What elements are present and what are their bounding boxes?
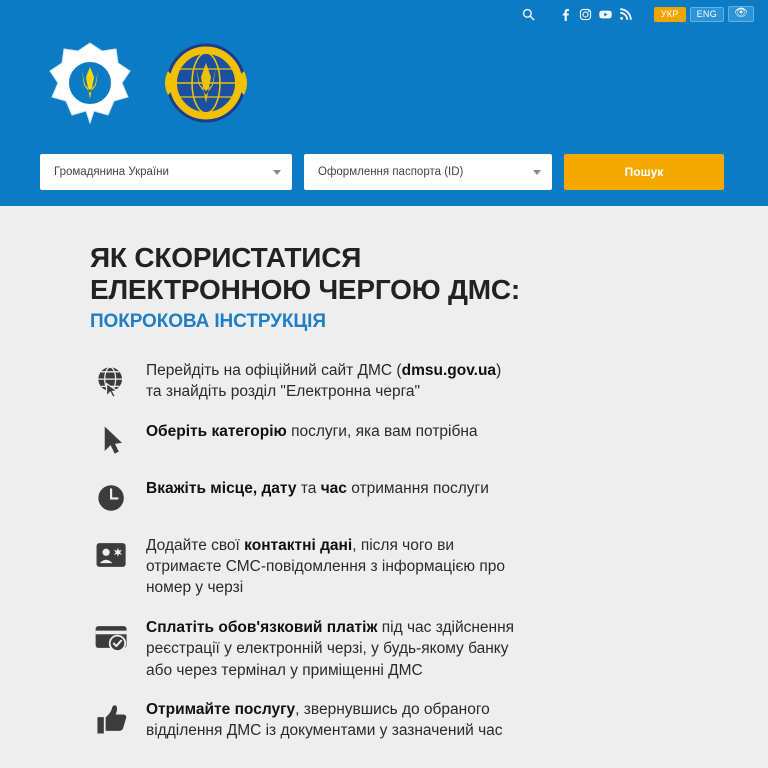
facebook-icon[interactable] (559, 8, 572, 21)
rss-icon[interactable] (619, 8, 632, 21)
language-switcher (654, 6, 754, 22)
lang-uk-button[interactable]: УКР (654, 7, 686, 22)
step-text: Отримайте послугу, звернувшись до обраного відділення ДМС із документами у зазначений час (146, 700, 503, 740)
step-item (90, 534, 714, 599)
lang-en-button[interactable]: ENG (690, 7, 724, 22)
step-text: Вкажіть місце, дату та час отримання послуги (146, 479, 489, 497)
step-text: Перейдіть на офіційний сайт ДМС (dmsu.gov.ua) та знайдіть розділ "Електронна черга" (146, 361, 502, 401)
step-item (90, 420, 714, 460)
social-links (559, 8, 632, 21)
category-select[interactable] (40, 154, 292, 190)
page-title-line1: ЯК СКОРИСТАТИСЯ (90, 242, 362, 273)
payment-card-icon (90, 616, 134, 656)
page-title-line2: ЕЛЕКТРОННОЮ ЧЕРГОЮ ДМС: (90, 274, 521, 306)
youtube-icon[interactable] (599, 8, 612, 21)
search-icon[interactable] (522, 8, 535, 21)
service-search-bar (0, 138, 768, 206)
site-header (0, 28, 768, 138)
chevron-down-icon (273, 170, 281, 175)
instruction-panel (0, 206, 768, 768)
category-select-value: Громадянина України (54, 166, 169, 178)
step-item (90, 359, 714, 403)
step-item (90, 698, 714, 742)
chevron-down-icon (533, 170, 541, 175)
clock-icon (90, 477, 134, 517)
service-select-value: Оформлення паспорта (ID) (318, 166, 464, 178)
step-item (90, 616, 714, 681)
search-button[interactable]: Пошук (564, 154, 724, 190)
thumbs-up-icon (90, 698, 134, 738)
contact-card-icon (90, 534, 134, 574)
eye-icon[interactable]: 👁 (728, 6, 754, 22)
page-title (90, 242, 714, 307)
step-text: Оберіть категорію послуги, яка вам потрібна (146, 422, 478, 440)
page-subtitle: ПОКРОКОВА ІНСТРУКЦІЯ (90, 310, 326, 332)
police-emblem[interactable] (44, 41, 136, 125)
utility-bar (0, 0, 768, 28)
step-item (90, 477, 714, 517)
steps-list (90, 359, 714, 742)
service-select[interactable] (304, 154, 552, 190)
migration-service-emblem[interactable] (158, 37, 254, 129)
globe-cursor-icon (90, 359, 134, 399)
cursor-arrow-icon (90, 420, 134, 460)
instagram-icon[interactable] (579, 8, 592, 21)
step-text: Додайте свої контактні дані, після чого ви отримаєте СМС-повідомлення з інформацією про номер у черзі (146, 536, 505, 597)
step-text: Сплатіть обов'язковий платіж під час здійснення реєстрації у електронній черзі, у будь-якому банку або через термінал у приміщенні ДМС (146, 618, 515, 679)
